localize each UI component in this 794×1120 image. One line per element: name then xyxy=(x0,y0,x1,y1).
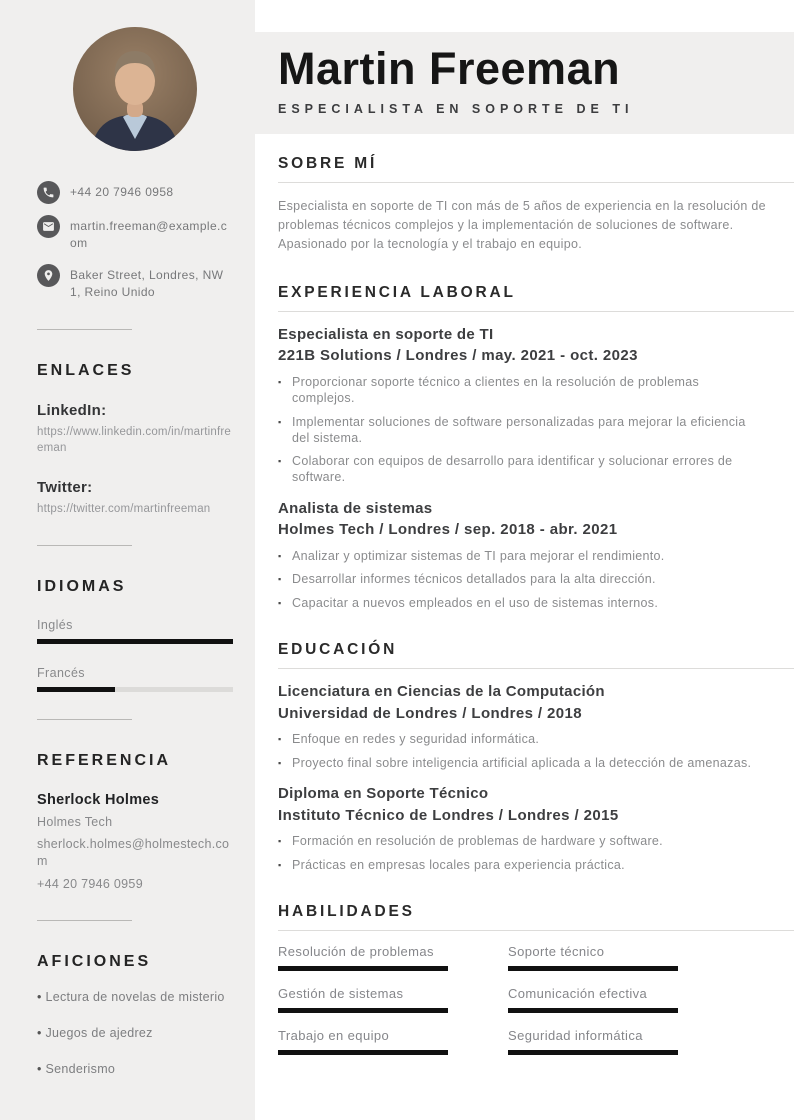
skill-label: Seguridad informática xyxy=(508,1027,643,1043)
degree-bullets xyxy=(278,731,794,771)
bullet-item: ▪ Desarrollar informes técnicos detallados para la alta dirección. xyxy=(278,571,764,587)
job-title: Especialista en soporte de TI xyxy=(278,325,494,343)
skill-label: Comunicación efectiva xyxy=(508,985,648,1001)
contact-phone-row xyxy=(37,181,233,204)
bullet-item: ▪ Implementar soluciones de software personalizadas para mejorar la eficiencia del sistema. xyxy=(278,414,764,447)
skill-item xyxy=(508,986,738,1013)
about-heading: SOBRE MÍ xyxy=(278,154,378,172)
skill-bar xyxy=(508,1050,678,1055)
email-icon xyxy=(37,215,60,238)
main-content xyxy=(255,155,794,1055)
hobby-item: • Lectura de novelas de misterio xyxy=(37,988,233,1007)
bullet-item: ▪ Proporcionar soporte técnico a clientes en la resolución de problemas complejos. xyxy=(278,374,764,407)
skill-label: Resolución de problemas xyxy=(278,943,434,959)
reference-phone: +44 20 7946 0959 xyxy=(37,877,143,892)
degree-entry xyxy=(278,785,794,873)
language-level-bar xyxy=(37,639,233,644)
sidebar xyxy=(0,0,255,1120)
reference-company: Holmes Tech xyxy=(37,814,113,829)
about-text: Especialista en soporte de TI con más de 5 años de experiencia en la resolución de problemas técnicos complejos y la implementación de soluciones de software. Apasionado por la tecnología y el trabajo en equipo. xyxy=(278,198,766,251)
linkedin-url[interactable]: https://www.linkedin.com/in/martinfreeman xyxy=(37,425,232,455)
hobby-item: • Juegos de ajedrez xyxy=(37,1024,233,1043)
hobby-item: • Senderismo xyxy=(37,1060,233,1079)
skill-item xyxy=(278,986,508,1013)
sidebar-divider xyxy=(37,920,132,921)
contact-info xyxy=(37,181,233,302)
skill-bar xyxy=(278,1008,448,1013)
main-column xyxy=(255,0,794,1120)
link-item-twitter xyxy=(37,479,233,518)
language-level-track xyxy=(37,687,233,692)
avatar-portrait-illustration xyxy=(73,27,197,151)
job-bullets xyxy=(278,548,794,611)
skills-grid xyxy=(278,944,794,1055)
contact-email[interactable]: martin.freeman@example.com xyxy=(70,219,228,251)
hobbies-heading: AFICIONES xyxy=(37,953,152,971)
degree-title: Licenciatura en Ciencias de la Computación xyxy=(278,682,605,700)
skill-label: Gestión de sistemas xyxy=(278,985,404,1001)
experience-heading: EXPERIENCIA LABORAL xyxy=(278,283,516,301)
job-meta: Holmes Tech / Londres / sep. 2018 - abr. 2021 xyxy=(278,521,618,539)
section-skills xyxy=(278,903,794,1055)
location-icon xyxy=(37,264,60,287)
section-about xyxy=(278,155,794,254)
section-rule xyxy=(278,311,794,312)
language-item-french xyxy=(37,666,233,692)
contact-phone: +44 20 7946 0958 xyxy=(70,185,174,199)
languages-heading: IDIOMAS xyxy=(37,577,127,595)
bullet-item: ▪ Colaborar con equipos de desarrollo para identificar y solucionar errores de software. xyxy=(278,453,764,486)
reference-name: Sherlock Holmes xyxy=(37,791,160,808)
skill-label: Trabajo en equipo xyxy=(278,1027,390,1043)
section-education xyxy=(278,641,794,873)
phone-icon xyxy=(37,181,60,204)
twitter-label: Twitter: xyxy=(37,478,93,496)
language-name: Francés xyxy=(37,665,85,680)
degree-title: Diploma en Soporte Técnico xyxy=(278,784,489,802)
bullet-item: ▪ Enfoque en redes y seguridad informática. xyxy=(278,731,764,747)
skill-label: Soporte técnico xyxy=(508,943,605,959)
section-experience xyxy=(278,284,794,611)
skill-item xyxy=(278,944,508,971)
degree-meta: Universidad de Londres / Londres / 2018 xyxy=(278,704,583,722)
degree-bullets xyxy=(278,833,794,873)
bullet-item: ▪ Prácticas en empresas locales para experiencia práctica. xyxy=(278,857,764,873)
section-rule xyxy=(278,182,794,183)
job-bullets xyxy=(278,374,794,486)
education-heading: EDUCACIÓN xyxy=(278,640,398,658)
skill-item xyxy=(508,944,738,971)
twitter-url[interactable]: https://twitter.com/martinfreeman xyxy=(37,502,211,515)
job-meta: 221B Solutions / Londres / may. 2021 - oct. 2023 xyxy=(278,347,638,365)
job-entry xyxy=(278,500,794,611)
skill-bar xyxy=(278,966,448,971)
skill-item xyxy=(508,1028,738,1055)
section-rule xyxy=(278,668,794,669)
skill-bar xyxy=(508,1008,678,1013)
bullet-item: ▪ Analizar y optimizar sistemas de TI para mejorar el rendimiento. xyxy=(278,548,764,564)
language-level-bar xyxy=(37,687,115,692)
degree-meta: Instituto Técnico de Londres / Londres / 2015 xyxy=(278,806,619,824)
reference-email[interactable]: sherlock.holmes@holmestech.com xyxy=(37,837,230,869)
contact-email-row xyxy=(37,215,233,253)
reference-heading: REFERENCIA xyxy=(37,751,172,769)
skill-item xyxy=(278,1028,508,1055)
contact-address: Baker Street, Londres, NW1, Reino Unido xyxy=(70,267,224,300)
sidebar-divider xyxy=(37,545,132,546)
sidebar-divider xyxy=(37,719,132,720)
job-entry xyxy=(278,326,794,486)
language-item-english xyxy=(37,618,233,644)
person-name: Martin Freeman xyxy=(278,43,621,94)
contact-address-row xyxy=(37,264,233,302)
skill-bar xyxy=(508,966,678,971)
language-level-track xyxy=(37,639,233,644)
bullet-item: ▪ Capacitar a nuevos empleados en el uso de sistemas internos. xyxy=(278,595,764,611)
section-rule xyxy=(278,930,794,931)
skill-bar xyxy=(278,1050,448,1055)
degree-entry xyxy=(278,683,794,771)
person-title: ESPECIALISTA EN SOPORTE DE TI xyxy=(278,101,634,116)
avatar xyxy=(73,27,197,151)
sidebar-divider xyxy=(37,329,132,330)
links-heading: ENLACES xyxy=(37,361,135,379)
job-title: Analista de sistemas xyxy=(278,499,433,517)
linkedin-label: LinkedIn: xyxy=(37,401,107,419)
language-name: Inglés xyxy=(37,617,73,632)
skills-heading: HABILIDADES xyxy=(278,902,415,920)
header-band xyxy=(255,32,794,134)
link-item-linkedin xyxy=(37,402,233,457)
bullet-item: ▪ Formación en resolución de problemas de hardware y software. xyxy=(278,833,764,849)
bullet-item: ▪ Proyecto final sobre inteligencia artificial aplicada a la detección de amenazas. xyxy=(278,755,764,771)
